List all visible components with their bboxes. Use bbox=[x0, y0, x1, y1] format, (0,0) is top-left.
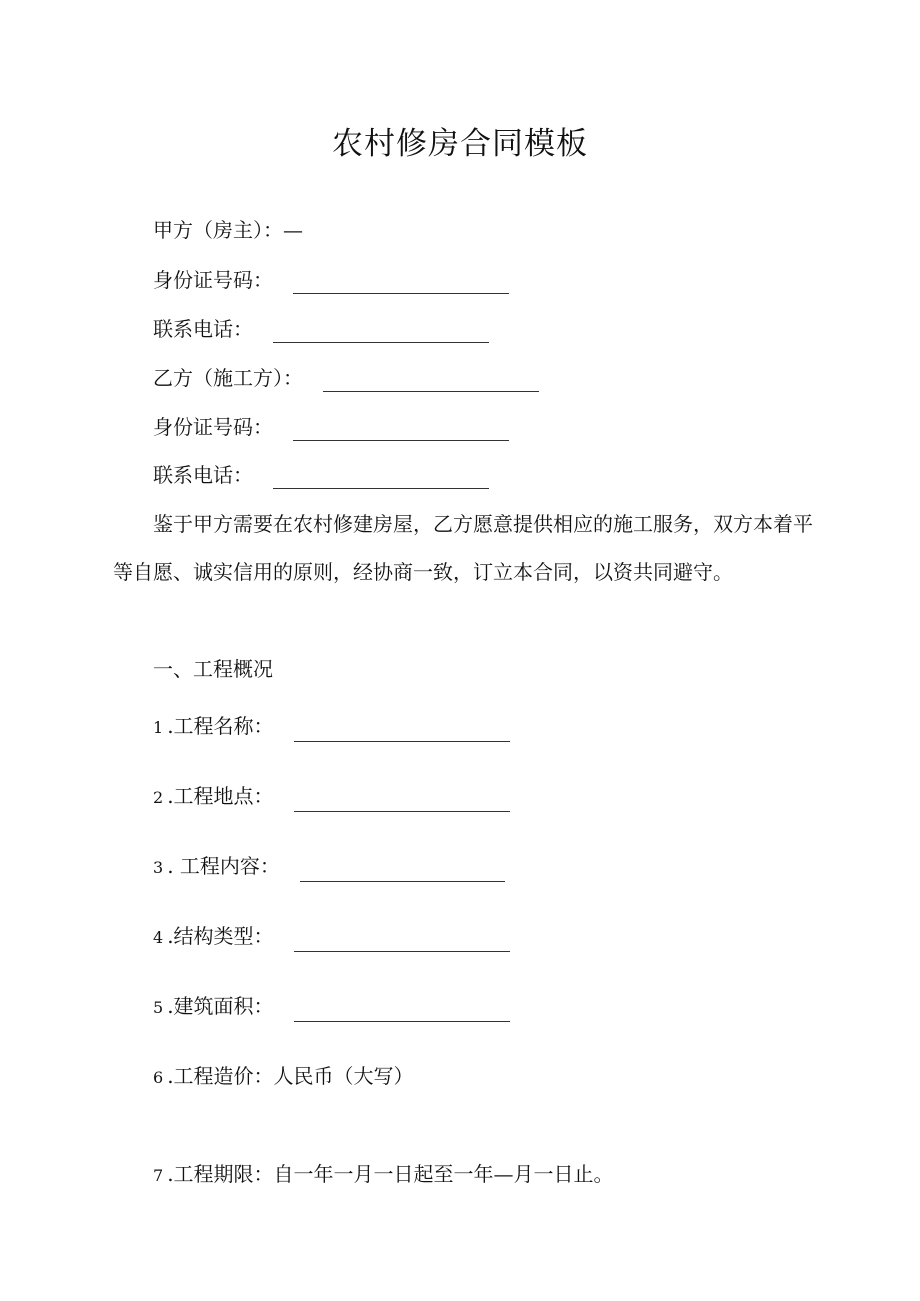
item-label: .工程期限：自一年一月一日起至一年—月一日止。 bbox=[167, 1162, 614, 1186]
party-b-phone-blank[interactable] bbox=[273, 466, 489, 489]
item-number: 4 bbox=[153, 928, 164, 947]
item-label: .工程名称： bbox=[167, 714, 274, 738]
party-b-line bbox=[153, 364, 539, 392]
item-line-6 bbox=[153, 1062, 414, 1092]
project-location-blank[interactable] bbox=[294, 789, 510, 812]
party-b-label: 乙方（施工方）： bbox=[153, 366, 303, 390]
party-b-id-blank[interactable] bbox=[293, 418, 509, 441]
party-b-phone-line bbox=[153, 461, 489, 489]
item-label: .结构类型： bbox=[167, 924, 274, 948]
item-number: 5 bbox=[153, 998, 164, 1017]
section-heading bbox=[153, 655, 273, 683]
item-line-7 bbox=[153, 1160, 614, 1190]
preamble-paragraph: 鉴于甲方需要在农村修建房屋，乙方愿意提供相应的施工服务，双方本着平等自愿、诚实信用的原则，经协商一致，订立本合同，以资共同避守。 bbox=[113, 512, 813, 584]
project-content-blank[interactable] bbox=[300, 859, 505, 882]
item-label: .工程地点： bbox=[167, 784, 274, 808]
item-line-4 bbox=[153, 922, 510, 952]
building-area-blank[interactable] bbox=[294, 999, 510, 1022]
item-label: .建筑面积： bbox=[167, 994, 274, 1018]
item-number: 6 bbox=[153, 1068, 164, 1087]
party-a-phone-blank[interactable] bbox=[273, 320, 489, 343]
item-number: 1 bbox=[153, 718, 164, 737]
section-1-heading: 一、工程概况 bbox=[153, 657, 273, 681]
party-a-id-line bbox=[153, 266, 509, 294]
item-line-2 bbox=[153, 782, 510, 812]
party-a-id-label: 身份证号码： bbox=[153, 268, 273, 292]
party-b-blank[interactable] bbox=[323, 369, 539, 392]
item-label: . 工程内容： bbox=[167, 854, 280, 878]
party-a-id-blank[interactable] bbox=[293, 271, 509, 294]
item-number: 2 bbox=[153, 788, 164, 807]
item-line-3 bbox=[153, 852, 505, 882]
structure-type-blank[interactable] bbox=[294, 929, 510, 952]
item-number: 7 bbox=[153, 1166, 164, 1185]
party-b-id-label: 身份证号码： bbox=[153, 415, 273, 439]
party-b-id-line bbox=[153, 413, 509, 441]
party-a-line bbox=[153, 216, 303, 244]
item-line-5 bbox=[153, 992, 510, 1022]
item-number: 3 bbox=[153, 858, 164, 877]
party-a-phone-label: 联系电话： bbox=[153, 317, 253, 341]
item-label: .工程造价：人民币（大写） bbox=[167, 1064, 414, 1088]
document-title: 农村修房合同模板 bbox=[332, 126, 588, 162]
party-a-label: 甲方（房主）：— bbox=[153, 218, 303, 242]
party-b-phone-label: 联系电话： bbox=[153, 463, 253, 487]
item-line-1 bbox=[153, 712, 510, 742]
project-name-blank[interactable] bbox=[294, 719, 510, 742]
party-a-phone-line bbox=[153, 315, 489, 343]
